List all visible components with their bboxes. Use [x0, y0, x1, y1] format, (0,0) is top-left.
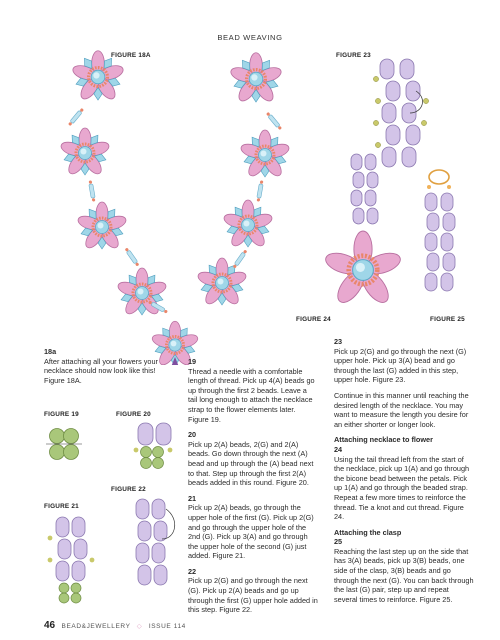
step-21 — [188, 494, 318, 561]
page-footer — [44, 620, 186, 631]
step-25 — [334, 528, 474, 605]
figure-25-label: FIGURE 25 — [430, 316, 465, 323]
necklace-illustration — [40, 45, 310, 365]
section-header: BEAD WEAVING — [217, 33, 283, 42]
magazine-name: BEAD&JEWELLERY — [61, 623, 131, 630]
instructions-column-3 — [334, 337, 474, 610]
step-number: 25 — [334, 537, 343, 547]
step-text: Reaching the last step up on the side that has 3(A) beads, pick up 3(B) beads, one side of the clasp, 3(B) beads and go through the next (G). You can back through the last (G) pair, step up and repeat several times to reinforce. Figure 25. — [334, 546, 474, 604]
figure-22-label: FIGURE 22 — [111, 486, 146, 493]
step-23 — [334, 337, 474, 385]
step-number: 24 — [334, 444, 343, 454]
figure-20-diagram — [128, 420, 188, 475]
step-text: Pick up 2(A) beads, 2(G) and 2(A) beads. Go down through the next (A) bead and up through the (A) bead next to that. Step up through the first 2(A) beads added in this round. Figure 20. — [188, 439, 314, 488]
step-23-continued: Continue in this manner until reaching the desired length of the necklace. You may want to measure the length you desire for an either shorter or longer look. — [334, 390, 469, 429]
figure-25-diagram — [415, 165, 470, 315]
step-number: 20 — [188, 430, 197, 440]
figure-19-diagram — [44, 422, 84, 467]
step-text: Pick up 2(G) and go through the next (G). Pick up 2(A) beads and go up through the first (G) upper hole added in this step. Figure 22. — [188, 576, 318, 615]
footer-separator: ◇ — [136, 623, 143, 630]
step-20 — [188, 430, 318, 488]
step-number: 23 — [334, 337, 343, 346]
subheading-attaching-clasp: Attaching the clasp — [334, 527, 402, 537]
step-24 — [334, 435, 474, 521]
step-19 — [188, 357, 318, 424]
step-18a — [44, 347, 172, 385]
page-number: 46 — [44, 620, 56, 631]
figure-18a-label: FIGURE 18A — [111, 52, 151, 59]
figure-21-diagram — [40, 512, 110, 607]
step-number: 22 — [188, 566, 197, 576]
issue-number: ISSUE 114 — [148, 623, 186, 630]
figure-21-label: FIGURE 21 — [44, 503, 79, 510]
figure-20-label: FIGURE 20 — [116, 411, 151, 418]
step-text: Pick up 2(G) and go through the next (G) upper hole. Pick up 3(A) bead and go through the last (G) added in this step, upper hole. Figure 23. — [334, 346, 467, 385]
step-number: 19 — [188, 357, 197, 366]
instructions-column-2 — [188, 357, 318, 621]
step-text: After attaching all your flowers your necklace should now look like this! Figure 18A. — [44, 356, 158, 385]
figure-24-diagram — [315, 150, 415, 315]
figure-22-diagram — [118, 494, 188, 604]
figure-23-label: FIGURE 23 — [336, 52, 371, 59]
figure-19-label: FIGURE 19 — [44, 411, 79, 418]
step-text: Pick up 2(A) beads, go through the upper hole of the first (G). Pick up 2(G) and go through the upper hole of the 2nd (G). Pick up 3(A) and go through the upper hole of the second (G) just added. Figure 21. — [188, 503, 314, 561]
figure-24-label: FIGURE 24 — [296, 316, 331, 323]
step-22 — [188, 567, 318, 615]
step-text: Using the tail thread left from the start of the necklace, pick up 1(A) and go through the bicone bead between the petals. Pick up 1(A) and go through the beaded strap. Repeat a few more times to reinforce the thread. Tie a knot and cut thread. Figure 24. — [334, 454, 470, 522]
step-number: 21 — [188, 493, 197, 503]
subheading-attaching-necklace: Attaching necklace to flower — [334, 435, 433, 445]
step-number: 18a — [44, 347, 57, 356]
step-text: Thread a needle with a comfortable length of thread. Pick up 4(A) beads go up through the first 2 beads. Leave a tail long enough to attach the necklace strap to the flower elements later. Figure 19. — [188, 366, 315, 424]
